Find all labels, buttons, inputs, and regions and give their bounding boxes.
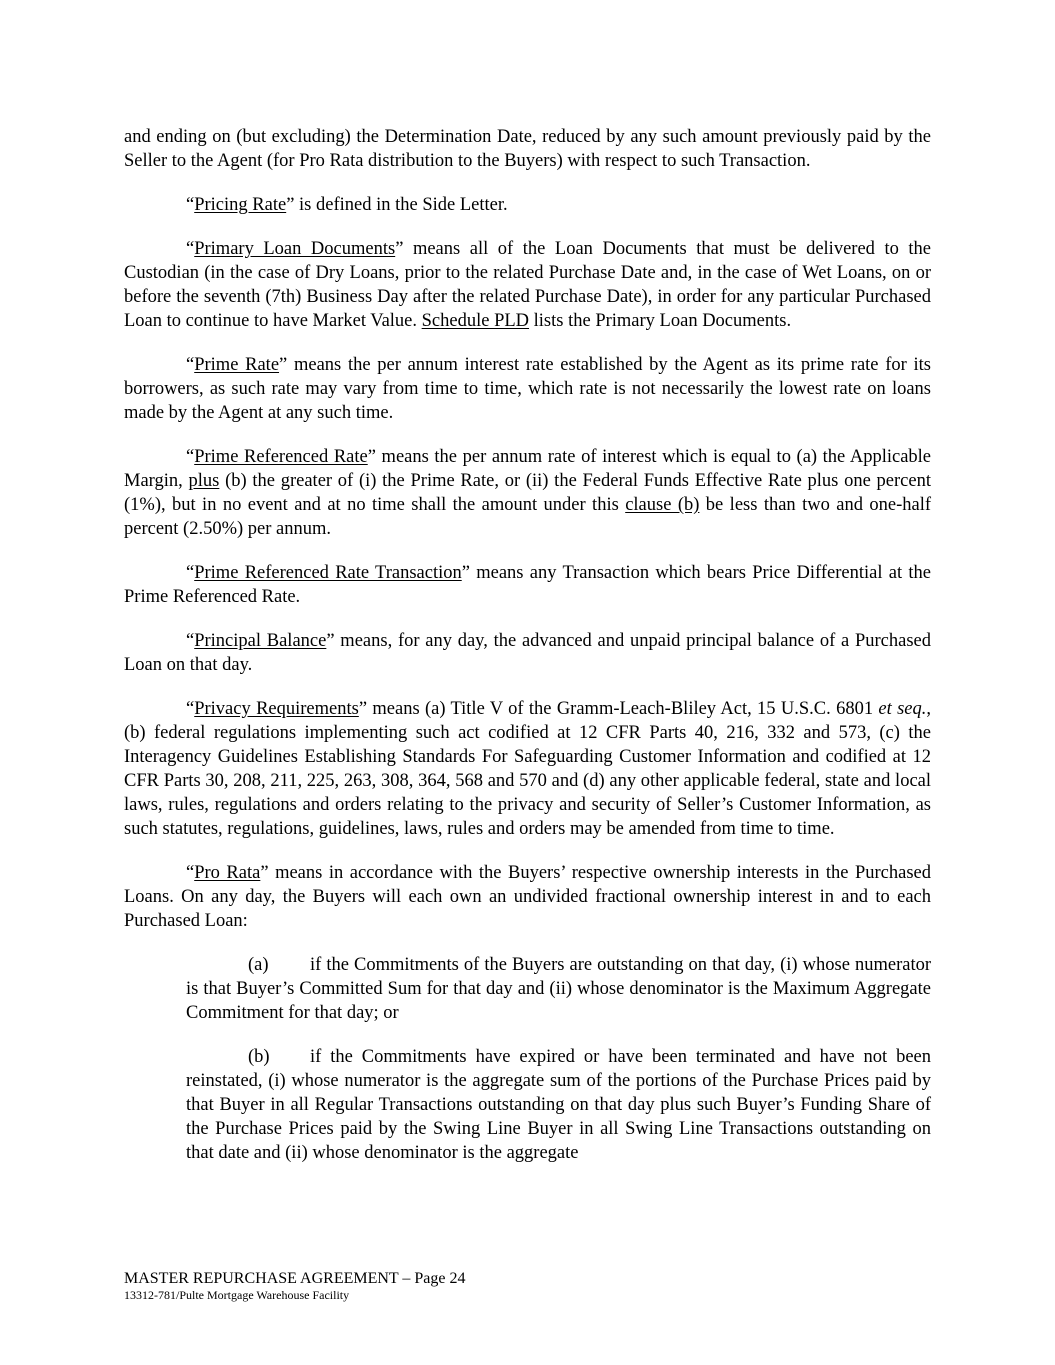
italic-citation: et seq. [878, 699, 927, 719]
definition-prime-referenced-rate-transaction: “Prime Referenced Rate Transaction” means any Transaction which bears Price Differential at the Prime Referenced Rate. [124, 563, 931, 607]
defined-term: Prime Referenced Rate Transaction [194, 563, 462, 583]
definition-pricing-rate: “Pricing Rate” is defined in the Side Letter. [186, 195, 508, 215]
definition-prime-referenced-rate: “Prime Referenced Rate” means the per annum rate of interest which is equal to (a) the Applicable Margin, plus (b) the greater of (i) the Prime Rate, or (ii) the Federal Funds Effective Rate plus one percent (1%), but in no event and at no time shall the amount under this clause (b) be less than two and one-half percent (2.50%) per annum. [124, 447, 932, 539]
definition-prime-rate: “Prime Rate” means the per annum interest rate established by the Agent as its prime rate for its borrowers, as such rate may vary from time to time, which rate is not necessarily the lowest rate on loans made by the Agent at any such time. [124, 355, 931, 423]
defined-term: Primary Loan Documents [194, 239, 396, 259]
defined-term: Principal Balance [194, 631, 327, 651]
footer-title: MASTER REPURCHASE AGREEMENT – Page 24 [124, 1270, 466, 1287]
item-label: (a) [248, 955, 269, 975]
page-footer [124, 1269, 466, 1303]
plus-emphasis: plus [188, 471, 220, 491]
defined-term: Pricing Rate [194, 195, 287, 215]
pro-rata-item-a: (a) if the Commitments of the Buyers are outstanding on that day, (i) whose numerator is that Buyer’s Committed Sum for that day and (ii) whose denominator is the Maximum Aggregate Commitment for that day; or [186, 955, 931, 1023]
defined-term: Prime Referenced Rate [194, 447, 368, 467]
clause-reference: clause (b) [625, 495, 700, 515]
item-label: (b) [248, 1047, 270, 1067]
definition-primary-loan-documents: “Primary Loan Documents” means all of the Loan Documents that must be delivered to the Custodian (in the case of Dry Loans, prior to the related Purchase Date and, in the case of Wet Loans, on or before the seventh (7th) Business Day after the related Purchase Date), in order for any particular Purchased Loan to continue to have Market Value. Schedule PLD lists the Primary Loan Documents. [124, 239, 931, 331]
schedule-reference: Schedule PLD [421, 311, 530, 331]
definition-principal-balance: “Principal Balance” means, for any day, the advanced and unpaid principal balance of a Purchased Loan on that day. [124, 631, 931, 675]
defined-term: Pro Rata [194, 863, 261, 883]
pro-rata-item-b: (b) if the Commitments have expired or have been terminated and have not been reinstated, (i) whose numerator is the aggregate sum of the portions of the Purchase Prices paid by that Buyer in all Regular Transactions outstanding on that day plus such Buyer’s Funding Share of the Purchase Prices paid by the Swing Line Buyer in all Swing Line Transactions outstanding on that date and (ii) whose denominator is the aggregate [186, 1047, 931, 1163]
document-body [124, 125, 931, 1185]
footer-reference: 13312-781/Pulte Mortgage Warehouse Facility [124, 1288, 350, 1302]
continuation-paragraph: and ending on (but excluding) the Determination Date, reduced by any such amount previously paid by the Seller to the Agent (for Pro Rata distribution to the Buyers) with respect to such Transaction. [124, 127, 931, 171]
defined-term: Privacy Requirements [194, 699, 359, 719]
defined-term: Prime Rate [194, 355, 280, 375]
definition-privacy-requirements: “Privacy Requirements” means (a) Title V of the Gramm-Leach-Bliley Act, 15 U.S.C. 6801 et seq., (b) federal regulations implementing such act codified at 12 CFR Parts 40, 216, 332 and 573, (c) the Interagency Guidelines Establishing Standards For Safeguarding Customer Information and codified at 12 CFR Parts 30, 208, 211, 225, 263, 308, 364, 568 and 570 and (d) any other applicable federal, state and local laws, rules, regulations and orders relating to the privacy and security of Seller’s Customer Information, as such statutes, regulations, guidelines, laws, rules and orders may be amended from time to time. [124, 699, 932, 839]
definition-pro-rata: “Pro Rata” means in accordance with the Buyers’ respective ownership interests in the Purchased Loans. On any day, the Buyers will each own an undivided fractional ownership interest in and to each Purchased Loan: [124, 863, 931, 931]
